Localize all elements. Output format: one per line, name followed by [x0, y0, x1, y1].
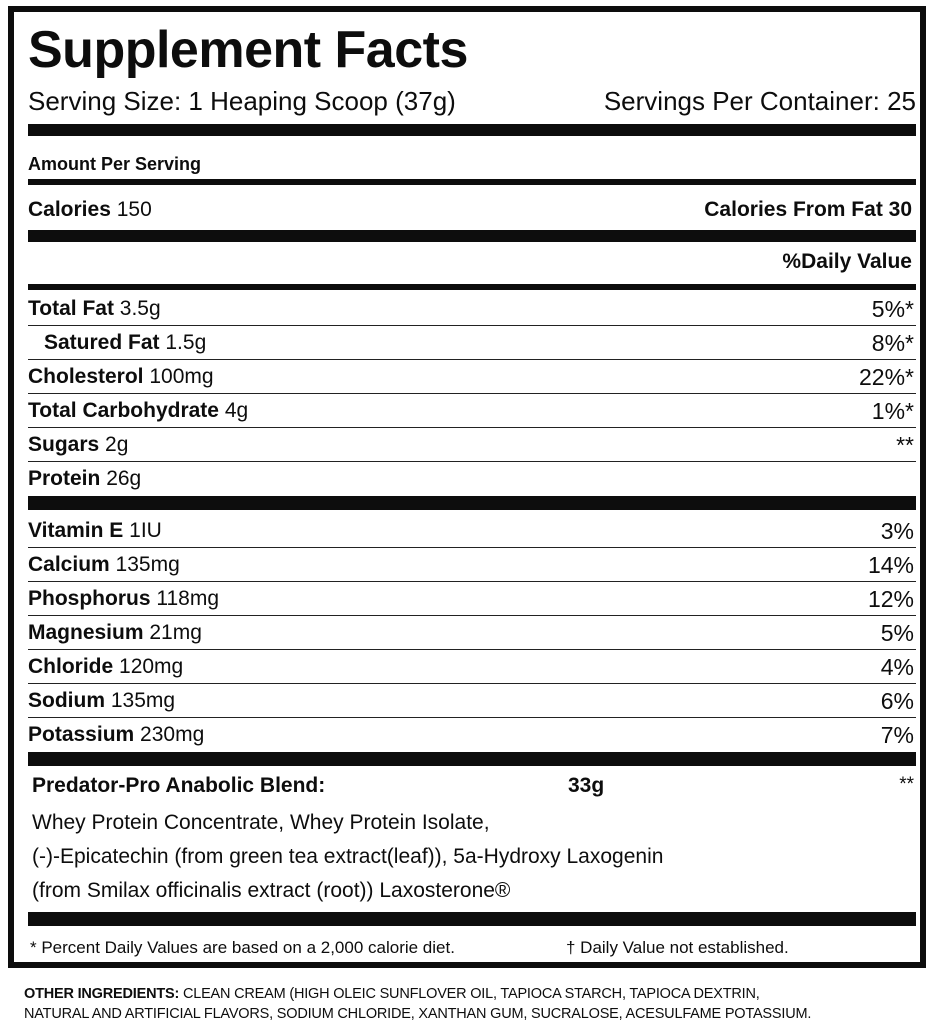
other-ingredients-heading: OTHER INGREDIENTS: — [24, 986, 180, 1002]
nutrient-row — [28, 395, 914, 427]
servings-per-container: Servings Per Container: 25 — [603, 86, 916, 116]
row-divider — [28, 649, 916, 650]
nutrient-amount: 26g — [106, 467, 142, 490]
row-divider — [28, 461, 916, 462]
nutrient-name: Phosphorus — [28, 587, 151, 610]
nutrient-amount: 4g — [224, 399, 249, 422]
blend-amount: 33g — [568, 774, 605, 797]
divider — [28, 284, 916, 290]
divider — [28, 179, 916, 185]
thick-divider — [28, 496, 916, 510]
nutrient-name: Magnesium — [28, 621, 144, 644]
row-divider — [28, 717, 916, 718]
nutrient-amount: 1IU — [129, 519, 162, 542]
supplement-facts-panel — [8, 6, 926, 968]
footnote-daily-values: * Percent Daily Values are based on a 2,000 calorie diet. — [30, 938, 455, 957]
blend-ingredients-line: (from Smilax officinalis extract (root)) Laxosterone® — [32, 879, 511, 902]
nutrient-amount: 3.5g — [119, 297, 161, 320]
nutrient-name: Cholesterol — [28, 365, 144, 388]
nutrient-name: Protein — [28, 467, 101, 490]
footnote-not-established: † Daily Value not established. — [566, 938, 789, 957]
blend-daily-value: ** — [899, 774, 914, 795]
nutrient-amount: 135mg — [115, 553, 180, 576]
row-divider — [28, 683, 916, 684]
row-divider — [28, 427, 916, 428]
other-ingredients-line: NATURAL AND ARTIFICIAL FLAVORS, SODIUM CHLORIDE, XANTHAN GUM, SUCRALOSE, ACESULFAME POTASSIUM. — [24, 1006, 812, 1022]
other-ingredients-line: CLEAN CREAM (HIGH OLEIC SUNFLOVER OIL, TAPIOCA STARCH, TAPIOCA DEXTRIN, — [182, 986, 760, 1002]
row-divider — [28, 581, 916, 582]
nutrient-row — [44, 327, 914, 359]
nutrient-row — [28, 515, 914, 547]
nutrient-daily-value: ** — [896, 432, 914, 458]
thick-divider — [28, 752, 916, 766]
row-divider — [28, 359, 916, 360]
nutrient-amount: 135mg — [110, 689, 176, 712]
blend-name: Predator-Pro Anabolic Blend: — [32, 774, 326, 797]
daily-value-header-row — [28, 246, 912, 278]
nutrient-row — [28, 719, 914, 751]
nutrient-daily-value: 3% — [880, 518, 914, 544]
nutrient-daily-value: 14% — [867, 552, 914, 578]
row-divider — [28, 325, 916, 326]
blend-ingredients-line: (-)-Epicatechin (from green tea extract(leaf)), 5a-Hydroxy Laxogenin — [32, 845, 664, 868]
serving-size: Serving Size: 1 Heaping Scoop (37g) — [28, 86, 456, 116]
nutrient-name: Chloride — [28, 655, 114, 678]
nutrient-name: Satured Fat — [44, 331, 160, 354]
row-divider — [28, 615, 916, 616]
blend-ingredients — [32, 806, 892, 908]
nutrient-daily-value: 1%* — [871, 398, 914, 424]
calories-row — [28, 194, 912, 226]
nutrient-amount: 100mg — [149, 365, 214, 388]
nutrient-daily-value: 12% — [867, 586, 914, 612]
nutrient-row — [28, 617, 914, 649]
nutrient-row — [28, 361, 914, 393]
nutrient-amount: 21mg — [149, 621, 202, 644]
nutrient-amount: 1.5g — [165, 331, 207, 354]
nutrient-daily-value: 5% — [880, 620, 914, 646]
other-ingredients — [24, 984, 914, 1024]
row-divider — [28, 393, 916, 394]
nutrient-name: Vitamin E — [28, 519, 124, 542]
nutrient-row — [28, 651, 914, 683]
calories-value: 150 — [116, 198, 152, 221]
nutrient-row — [28, 685, 914, 717]
nutrient-name: Sugars — [28, 433, 100, 456]
amount-per-serving: Amount Per Serving — [28, 154, 202, 174]
nutrient-row — [28, 549, 914, 581]
nutrient-row — [28, 293, 914, 325]
nutrient-row — [28, 463, 908, 495]
thick-divider — [28, 124, 916, 136]
blend-ingredients-line: Whey Protein Concentrate, Whey Protein Isolate, — [32, 811, 490, 834]
nutrient-amount: 230mg — [140, 723, 205, 746]
nutrient-daily-value: 7% — [880, 722, 914, 748]
thick-divider — [28, 230, 916, 242]
nutrient-daily-value: 8%* — [871, 330, 914, 356]
nutrient-amount: 2g — [105, 433, 129, 456]
thick-divider — [28, 912, 916, 926]
nutrient-name: Potassium — [28, 723, 135, 746]
row-divider — [28, 547, 916, 548]
calories-from-fat: Calories From Fat 30 — [704, 198, 912, 221]
nutrient-daily-value: 6% — [880, 688, 914, 714]
nutrient-amount: 120mg — [119, 655, 184, 678]
panel-title: Supplement Facts — [28, 21, 468, 79]
daily-value-header: %Daily Value — [782, 250, 912, 273]
nutrient-daily-value: 5%* — [871, 296, 914, 322]
nutrient-row — [28, 429, 914, 461]
nutrient-name: Sodium — [28, 689, 105, 712]
nutrient-daily-value: 4% — [880, 654, 914, 680]
nutrient-name: Total Fat — [28, 297, 114, 320]
nutrient-row — [28, 583, 914, 615]
calories-label: Calories — [28, 198, 111, 221]
nutrient-name: Calcium — [28, 553, 110, 576]
serving-info — [28, 84, 916, 118]
nutrient-amount: 118mg — [156, 587, 220, 610]
nutrient-name: Total Carbohydrate — [28, 399, 219, 422]
nutrient-daily-value: 22%* — [859, 364, 914, 390]
